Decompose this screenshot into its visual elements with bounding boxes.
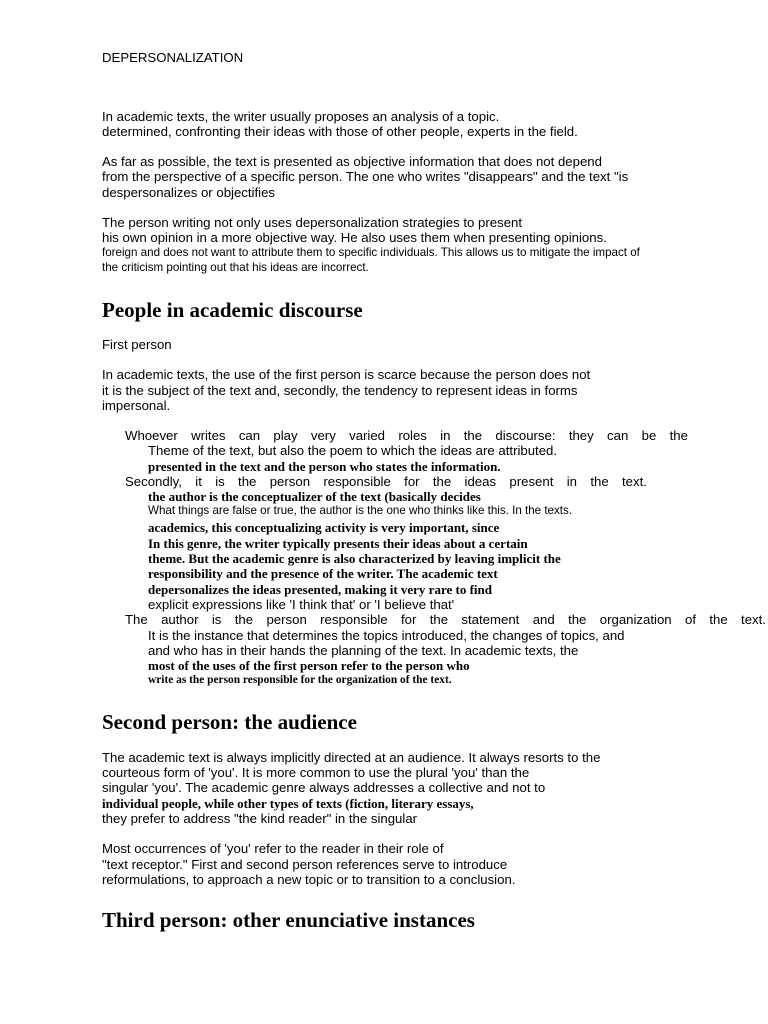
word: responsible xyxy=(320,612,388,627)
word: they xyxy=(568,428,594,443)
text-line: theme. But the academic genre is also characterized by leaving implicit the xyxy=(148,551,561,566)
word: ideas xyxy=(464,474,497,489)
text-line: courteous form of 'you'. It is more common to use the plural 'you' than the xyxy=(102,765,530,780)
text-line: explicit expressions like 'I think that' or 'I believe that' xyxy=(148,597,455,612)
word: The xyxy=(125,612,148,627)
text-line: In this genre, the writer typically presents their ideas about a certain xyxy=(148,536,528,551)
word: the xyxy=(590,474,609,489)
word: the xyxy=(463,428,483,443)
section-heading: People in academic discourse xyxy=(102,298,363,322)
text-line: from the perspective of a specific person. The one who writes "disappears" and the text "is xyxy=(102,169,629,184)
list-item-lead xyxy=(125,475,647,488)
word: and xyxy=(532,612,555,627)
text-line: individual people, while other types of texts (fiction, literary essays, xyxy=(102,796,474,811)
text-line: presented in the text and the person who states the information. xyxy=(148,459,501,474)
word: author xyxy=(161,612,199,627)
word: responsible xyxy=(323,474,391,489)
text-line: foreign and does not want to attribute them to specific individuals. This allows us to mitigate the impact of xyxy=(102,246,640,259)
word: discourse: xyxy=(495,428,556,443)
word: of xyxy=(684,612,696,627)
word: Whoever xyxy=(125,428,178,443)
word: the xyxy=(568,612,587,627)
text-line: depersonalizes the ideas presented, making it very rare to find xyxy=(148,582,492,597)
word: the xyxy=(432,474,452,489)
word: varied xyxy=(349,428,386,443)
word: statement xyxy=(461,612,520,627)
word: the xyxy=(669,428,688,443)
word: is xyxy=(211,612,222,627)
text-line: Most occurrences of 'you' refer to the reader in their role of xyxy=(102,841,444,856)
word: it xyxy=(195,474,202,489)
text-line: "text receptor." First and second person references serve to introduce xyxy=(102,857,508,872)
word: Secondly, xyxy=(125,474,182,489)
text-line: impersonal. xyxy=(102,398,171,413)
word: present xyxy=(509,474,554,489)
text-line: In academic texts, the use of the first person is scarce because the person does not xyxy=(102,367,591,382)
text-line: determined, confronting their ideas with those of other people, experts in the field. xyxy=(102,124,578,139)
word: can xyxy=(607,428,629,443)
document-title: DEPERSONALIZATION xyxy=(102,50,244,65)
list-item-lead xyxy=(125,429,688,442)
word: in xyxy=(440,428,451,443)
list-item-lead xyxy=(125,613,766,626)
text-line: the criticism pointing out that his ideas are incorrect. xyxy=(102,261,369,274)
text-line: The academic text is always implicitly directed at an audience. It always resorts to the xyxy=(102,750,601,765)
word: person xyxy=(266,612,307,627)
text-line: write as the person responsible for the organization of the text. xyxy=(148,674,452,686)
word: writes xyxy=(191,428,226,443)
word: roles xyxy=(398,428,427,443)
text-line: the author is the conceptualizer of the text (basically decides xyxy=(148,489,481,504)
section-heading: Second person: the audience xyxy=(102,710,357,734)
word: be xyxy=(641,428,657,443)
word: the xyxy=(238,474,257,489)
text-line: In academic texts, the writer usually proposes an analysis of a topic. xyxy=(102,109,500,124)
text-line: academics, this conceptualizing activity is very important, since xyxy=(148,520,500,535)
word: very xyxy=(310,428,336,443)
word: for xyxy=(400,612,417,627)
word: the xyxy=(429,612,449,627)
text-line: Theme of the text, but also the poem to which the ideas are attributed. xyxy=(148,443,558,458)
word: is xyxy=(215,474,225,489)
word: in xyxy=(566,474,577,489)
text-line: and who has in their hands the planning of the text. In academic texts, the xyxy=(148,643,579,658)
text-line: they prefer to address "the kind reader" in the singular xyxy=(102,811,418,826)
word: can xyxy=(238,428,261,443)
word: person xyxy=(269,474,311,489)
text-line: The person writing not only uses depersonalization strategies to present xyxy=(102,215,523,230)
text-line: despersonalizes or objectifies xyxy=(102,185,275,200)
word: play xyxy=(273,428,298,443)
word: the xyxy=(234,612,254,627)
word: text. xyxy=(741,612,766,627)
word: text. xyxy=(622,474,647,489)
word: organization xyxy=(599,612,672,627)
text-line: What things are false or true, the author is the one who thinks like this. In the texts. xyxy=(148,504,573,517)
text-line: It is the instance that determines the topics introduced, the changes of topics, and xyxy=(148,628,625,643)
section-heading: Third person: other enunciative instances xyxy=(102,908,475,932)
text-line: reformulations, to approach a new topic or to transition to a conclusion. xyxy=(102,872,516,887)
word: the xyxy=(709,612,728,627)
text-line: As far as possible, the text is presented as objective information that does not depend xyxy=(102,154,602,169)
text-line: singular 'you'. The academic genre always addresses a collective and not to xyxy=(102,780,546,795)
text-line: it is the subject of the text and, secondly, the tendency to represent ideas in forms xyxy=(102,383,578,398)
text-line: most of the uses of the first person refer to the person who xyxy=(148,658,470,673)
subheading: First person xyxy=(102,337,172,352)
text-line: responsibility and the presence of the writer. The academic text xyxy=(148,566,498,581)
text-line: his own opinion in a more objective way. He also uses them when presenting opinions. xyxy=(102,230,607,245)
word: for xyxy=(404,474,420,489)
